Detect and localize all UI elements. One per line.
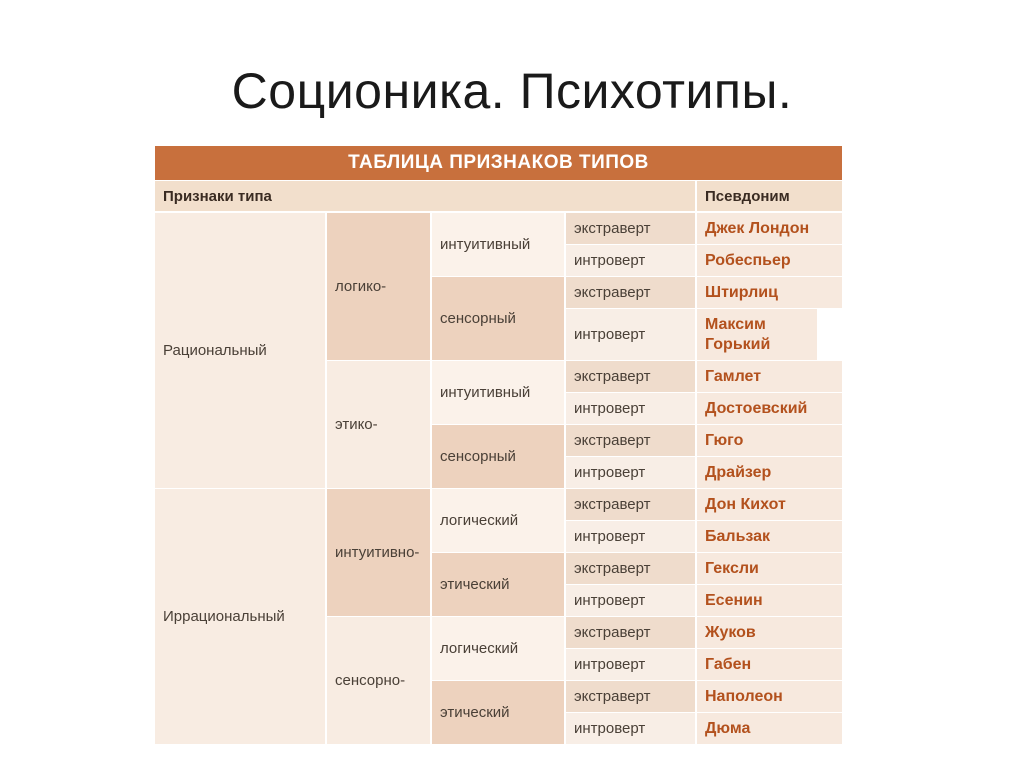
- pseudonym-cell: Есенин: [697, 585, 842, 616]
- trait-introvert: интроверт: [566, 713, 695, 744]
- trait-irrational: Иррациональный: [155, 489, 325, 744]
- trait-extravert: экстраверт: [566, 489, 695, 520]
- trait-logical: логический: [432, 489, 564, 552]
- trait-intuitive: интуитивный: [432, 213, 564, 276]
- trait-extravert: экстраверт: [566, 681, 695, 712]
- pseudonym-cell: Гексли: [697, 553, 842, 584]
- trait-introvert: интроверт: [566, 521, 695, 552]
- trait-intuitive: интуитивный: [432, 361, 564, 424]
- trait-extravert: экстраверт: [566, 617, 695, 648]
- trait-extravert: экстраверт: [566, 361, 695, 392]
- trait-sensory: сенсорный: [432, 277, 564, 360]
- pseudonym-cell: Гамлет: [697, 361, 842, 392]
- pseudonym-cell: Наполеон: [697, 681, 842, 712]
- pseudonym-cell: Штирлиц: [697, 277, 842, 308]
- table-caption: ТАБЛИЦА ПРИЗНАКОВ ТИПОВ: [155, 146, 842, 180]
- pseudonym-cell: Максим Горький: [697, 309, 817, 360]
- pseudonym-cell: Бальзак: [697, 521, 842, 552]
- pseudonym-cell: Робеспьер: [697, 245, 842, 276]
- trait-sensorno: сенсорно-: [327, 617, 430, 744]
- slide-title: Соционика. Психотипы.: [231, 63, 793, 119]
- trait-logical: логический: [432, 617, 564, 680]
- trait-introvert: интроверт: [566, 245, 695, 276]
- trait-sensory: сенсорный: [432, 425, 564, 488]
- trait-extravert: экстраверт: [566, 425, 695, 456]
- trait-introvert: интроверт: [566, 393, 695, 424]
- pseudonym-cell: Дон Кихот: [697, 489, 842, 520]
- trait-ethical: этический: [432, 553, 564, 616]
- pseudonym-cell: Дюма: [697, 713, 842, 744]
- trait-logico: логико-: [327, 213, 430, 360]
- trait-extravert: экстраверт: [566, 553, 695, 584]
- trait-introvert: интроверт: [566, 457, 695, 488]
- header-traits: Признаки типа: [155, 181, 695, 211]
- trait-extravert: экстраверт: [566, 277, 695, 308]
- trait-extravert: экстраверт: [566, 213, 695, 244]
- pseudonym-cell: Джек Лондон: [697, 213, 842, 244]
- pseudonym-cell: Достоевский: [697, 393, 842, 424]
- trait-introvert: интроверт: [566, 649, 695, 680]
- trait-ethical: этический: [432, 681, 564, 744]
- trait-ethico: этико-: [327, 361, 430, 488]
- trait-introvert: интроверт: [566, 309, 695, 360]
- trait-intuitivno: интуитивно-: [327, 489, 430, 616]
- header-pseudonym: Псевдоним: [697, 181, 842, 211]
- pseudonym-cell: Драйзер: [697, 457, 842, 488]
- trait-rational: Рациональный: [155, 213, 325, 488]
- pseudonym-cell: Габен: [697, 649, 842, 680]
- pseudonym-cell: Гюго: [697, 425, 842, 456]
- types-table: [155, 146, 842, 748]
- pseudonym-cell: Жуков: [697, 617, 842, 648]
- trait-introvert: интроверт: [566, 585, 695, 616]
